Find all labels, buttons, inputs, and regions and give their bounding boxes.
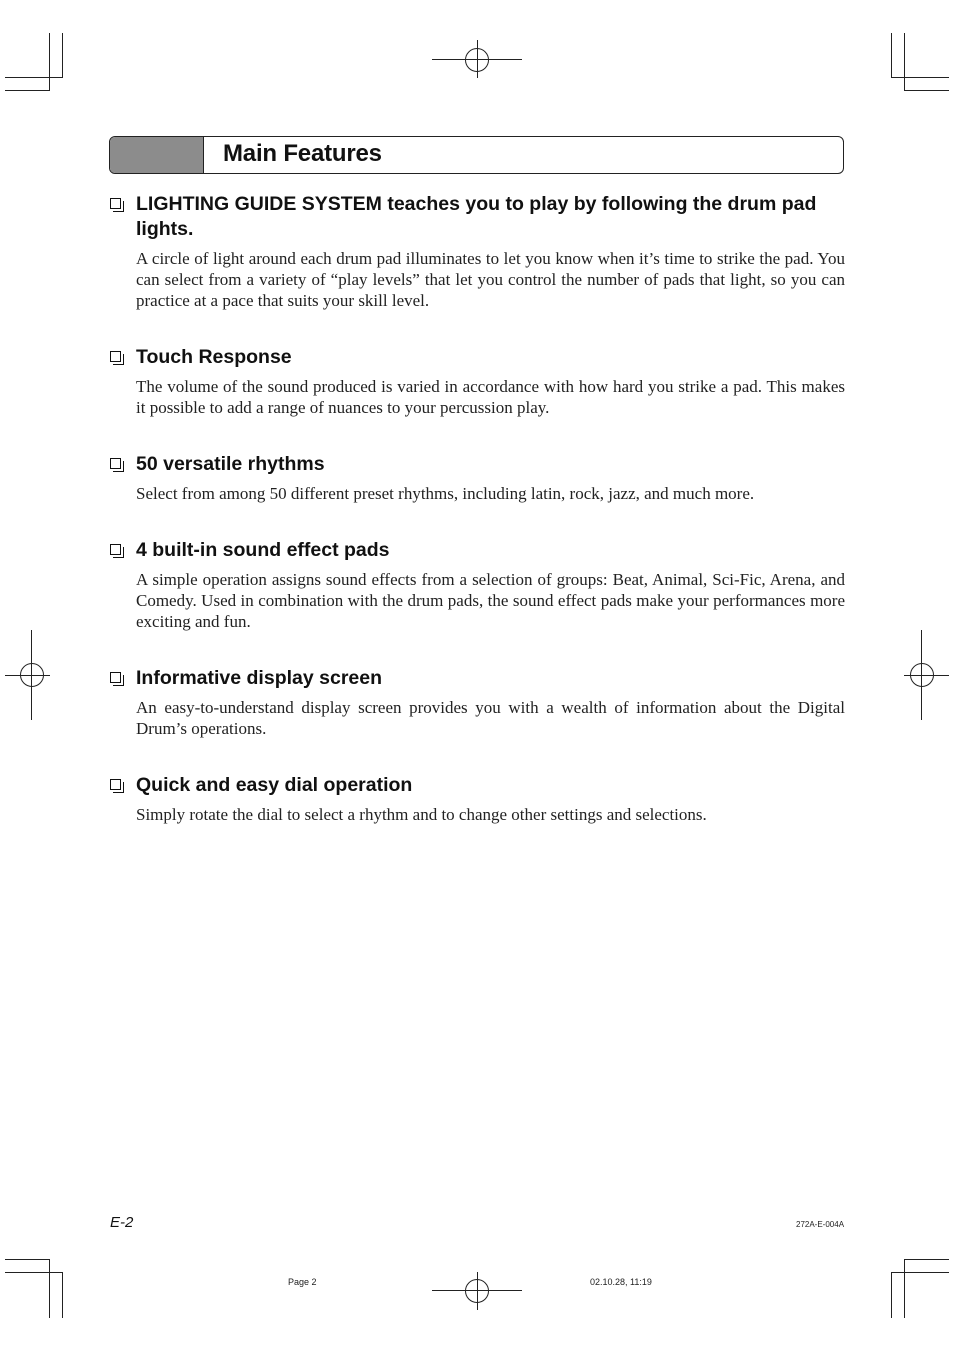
feature-item — [109, 666, 845, 739]
feature-heading-text: Touch Response — [136, 346, 292, 368]
feature-description: The volume of the sound produced is varied in accordance with how hard you strike a pad. This makes it possible to add a range of nuances to your percussion play. — [136, 377, 845, 417]
print-timestamp: 02.10.28, 11:19 — [590, 1277, 652, 1287]
feature-heading — [109, 666, 845, 691]
document-code: 272A-E-004A — [796, 1220, 845, 1229]
feature-description: Simply rotate the dial to select a rhythm and to change other settings and selections. — [136, 805, 707, 824]
feature-description: A circle of light around each drum pad illuminates to let you know when it’s time to strike the pad. You can select from a variety of “play levels” that let you control the number of pads that light, so you can practice at a pace that suits your skill level. — [136, 249, 845, 310]
page-number: E-2 — [110, 1214, 134, 1231]
section-banner-tab — [110, 137, 204, 173]
feature-item — [109, 538, 845, 632]
feature-item — [109, 452, 845, 504]
checkbox-bullet-icon — [110, 672, 121, 683]
feature-description: Select from among 50 different preset rhythms, including latin, rock, jazz, and much more. — [136, 484, 755, 503]
feature-heading-text: LIGHTING GUIDE SYSTEM teaches you to play by following the drum pad lights. — [136, 193, 817, 240]
checkbox-bullet-icon — [110, 779, 121, 790]
section-title: Main Features — [223, 140, 382, 167]
feature-item — [109, 192, 845, 311]
features-list — [109, 192, 845, 859]
checkbox-bullet-icon — [110, 198, 121, 209]
section-banner — [109, 136, 844, 174]
print-page-label: Page 2 — [288, 1277, 317, 1287]
feature-item — [109, 345, 845, 418]
feature-heading-text: 50 versatile rhythms — [136, 453, 325, 475]
checkbox-bullet-icon — [110, 544, 121, 555]
feature-heading — [109, 773, 845, 798]
feature-heading-text: 4 built-in sound effect pads — [136, 539, 390, 561]
feature-heading — [109, 192, 845, 242]
feature-heading-text: Informative display screen — [136, 667, 383, 689]
feature-item — [109, 773, 845, 825]
feature-heading — [109, 345, 845, 370]
checkbox-bullet-icon — [110, 458, 121, 469]
feature-description: A simple operation assigns sound effects from a selection of groups: Beat, Animal, Sci-Fic, Arena, and Comedy. Used in combination with the drum pads, the sound effect pads make your performances more exciting and fun. — [136, 570, 845, 631]
feature-description: An easy-to-understand display screen provides you with a wealth of information about the Digital Drum’s operations. — [136, 698, 845, 738]
checkbox-bullet-icon — [110, 351, 121, 362]
feature-heading-text: Quick and easy dial operation — [136, 774, 413, 796]
feature-heading — [109, 538, 845, 563]
feature-heading — [109, 452, 845, 477]
